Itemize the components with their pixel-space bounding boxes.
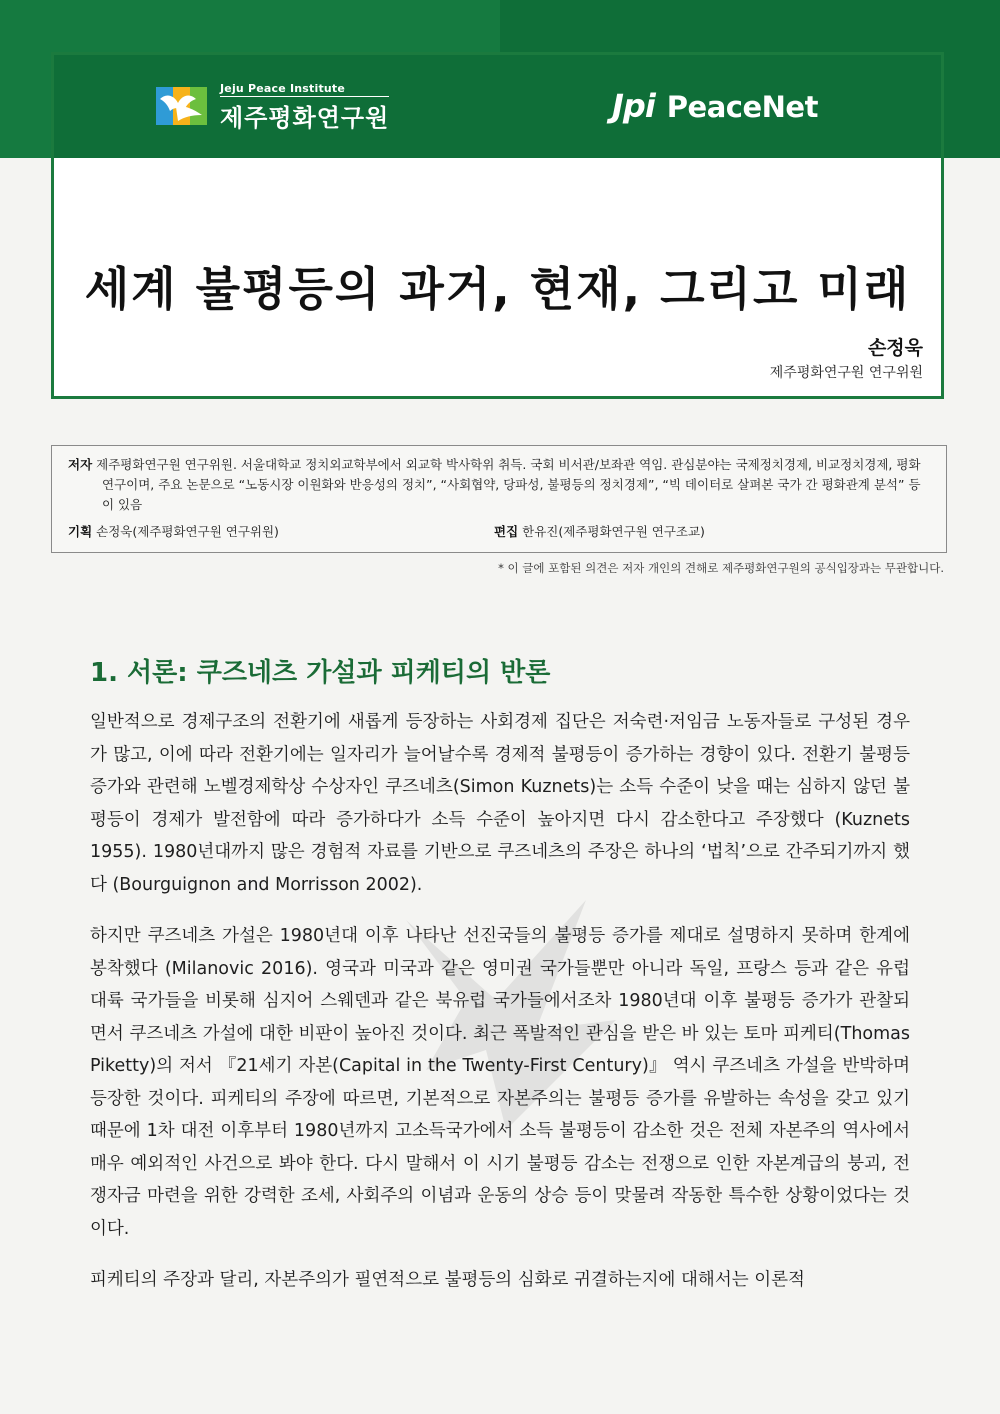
author-bio: 제주평화연구원 연구위원. 서울대학교 정치외교학부에서 외교학 박사학위 취득. 국회 비서관/보좌관 역임. 관심분야는 국제정치경제, 비교정치경제, 평화연구이며, 주요 논문으로 “노동시장 이원화와 반응성의 정치”, “사회협약, 당파성, 불평등의 정치경제”, “빅 데이터로 살펴본 국가 간 평화관계 분석” 등이 있음 xyxy=(96,457,921,512)
title-box xyxy=(51,52,944,399)
author-label: 저자 xyxy=(68,457,93,472)
planning-label: 기획 xyxy=(68,524,93,539)
brand-name: PeaceNet xyxy=(666,90,818,124)
institute-name-ko: 제주평화연구원 xyxy=(220,103,390,132)
body-paragraph: 일반적으로 경제구조의 전환기에 새롭게 등장하는 사회경제 집단은 저숙련·저임금 노동자들로 구성된 경우가 많고, 이에 따라 전환기에는 일자리가 늘어날수록 경제적 불평등이 증가하는 경향이 있다. 전환기 불평등 증가와 관련해 노벨경제학상 수상자인 쿠즈네츠(Simon Kuznets)는 소득 수준이 낮을 때는 심하지 않던 불평등이 경제가 발전함에 따라 증가하다가 소득 수준이 높아지면 다시 감소한다고 주장했다 (Kuznets 1955). 1980년대까지 많은 경험적 자료를 기반으로 쿠즈네츠의 주장은 하나의 ‘법칙’으로 간주되기까지 했다 (Bourguignon and Morrisson 2002). xyxy=(90,712,910,895)
disclaimer-notice: * 이 글에 포함된 의견은 저자 개인의 견해로 제주평화연구원의 공식입장과는 무관합니다. xyxy=(498,561,944,575)
body-paragraph: 하지만 쿠즈네츠 가설은 1980년대 이후 나타난 선진국들의 불평등 증가를 제대로 설명하지 못하며 한계에 봉착했다 (Milanovic 2016). 영국과 미국과 같은 영미권 국가들뿐만 아니라 독일, 프랑스 등과 같은 유럽 대륙 국가들을 비롯해 심지어 스웨덴과 같은 북유럽 국가들에서조차 1980년대 이후 불평등 증가가 관찰되면서 쿠즈네츠 가설에 대한 비판이 높아진 것이다. 최근 폭발적인 관심을 받은 바 있는 토마 피케티(Thomas Piketty)의 저서 『21세기 자본(Capital in the Twenty-First Century)』 역시 쿠즈네츠 가설을 반박하며 등장한 것이다. 피케티의 주장에 따르면, 기본적으로 자본주의는 불평등 증가를 유발하는 속성을 갖고 있기 때문에 1차 대전 이후부터 1980년까지 고소득국가에서 소득 불평등이 감소한 것은 전체 자본주의 역사에서 매우 예외적인 사건으로 봐야 한다. 다시 말해서 이 시기 불평등 감소는 전쟁으로 인한 자본계급의 붕괴, 전쟁자금 마련을 위한 강력한 조세, 사회주의 이념과 운동의 상승 등이 맞물려 작동한 특수한 상황이었다는 것이다. xyxy=(90,926,910,1239)
body-paragraph: 피케티의 주장과 달리, 자본주의가 필연적으로 불평등의 심화로 귀결하는지에 대해서는 이론적 xyxy=(90,1270,805,1290)
planning-value: 손정욱(제주평화연구원 연구위원) xyxy=(96,524,279,539)
author-name: 손정욱 xyxy=(867,337,923,359)
editing-label: 편집 xyxy=(494,524,519,539)
author-info-box xyxy=(51,445,947,553)
editing-value: 한유진(제주평화연구원 연구조교) xyxy=(522,524,705,539)
editing-credit xyxy=(494,522,705,542)
author-bio-row xyxy=(68,455,930,515)
jeju-peace-institute-logo[interactable] xyxy=(156,81,390,132)
logo-text xyxy=(220,82,389,133)
page-title: 세계 불평등의 과거, 현재, 그리고 미래 xyxy=(84,262,911,316)
institute-name-en: Jeju Peace Institute xyxy=(220,82,389,97)
brand-prefix: Jpi xyxy=(612,87,655,125)
section-heading: 1. 서론: 쿠즈네츠 가설과 피케티의 반론 xyxy=(90,658,551,688)
dove-logo-icon xyxy=(156,85,214,129)
header-strip xyxy=(54,55,941,158)
peacenet-logo[interactable] xyxy=(612,87,818,125)
credits-row xyxy=(68,522,930,542)
author-affiliation: 제주평화연구원 연구위원 xyxy=(769,365,923,381)
